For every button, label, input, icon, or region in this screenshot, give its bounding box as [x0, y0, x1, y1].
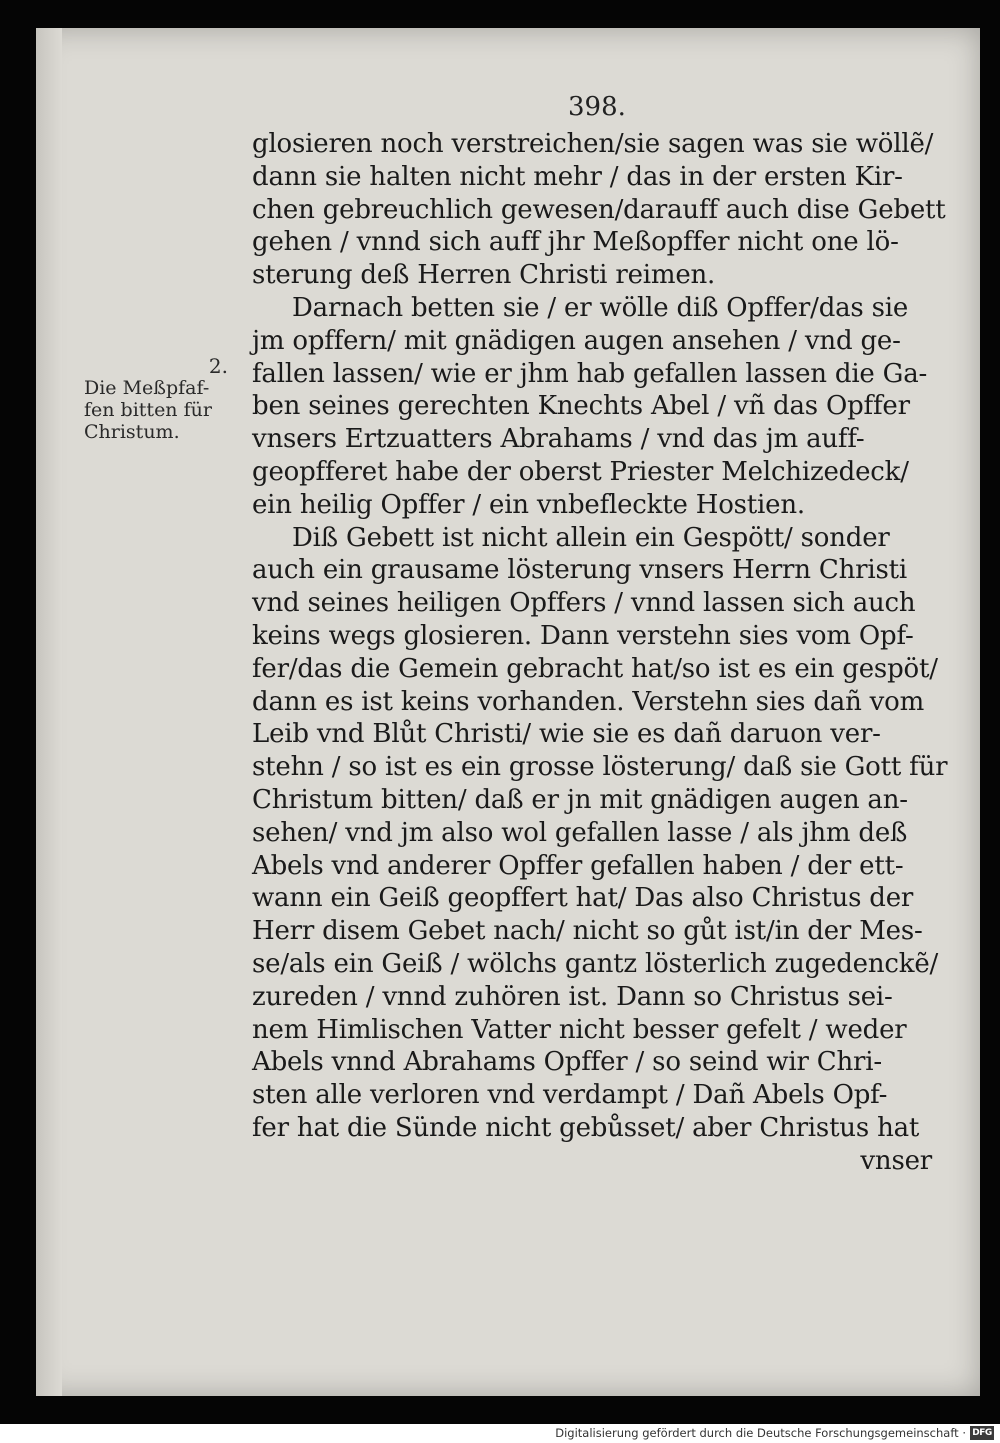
footer-bar [0, 1424, 1000, 1443]
text-line: Herr disem Gebet nach/ nicht so gůt ist/in der Mes- [252, 916, 923, 947]
text-line: Darnach betten sie / er wölle diß Opffer/das sie [292, 292, 909, 323]
text-line: fallen lassen/ wie er jhm hab gefallen lassen die Ga- [252, 358, 928, 389]
text-line: vnd seines heiligen Opffers / vnnd lassen sich auch [252, 588, 916, 619]
text-line: geopfferet habe der oberst Priester Melchizedeck/ [252, 456, 909, 487]
text-line: gehen / vnnd sich auff jhr Meßopffer nicht one lö- [252, 227, 899, 258]
text-line: Abels vnd anderer Opffer gefallen haben / der ett- [252, 850, 904, 881]
text-line: auch ein grausame lösterung vnsers Herrn Christi [252, 555, 907, 586]
text-line: fer/das die Gemein gebracht hat/so ist es ein gespöt/ [252, 653, 938, 684]
text-line: stehn / so ist es ein grosse lösterung/ daß sie Gott für [252, 752, 948, 783]
text-line: Leib vnd Blůt Christi/ wie sie es dañ daruon ver- [252, 719, 881, 750]
text-line: dann es ist keins vorhanden. Verstehn sies dañ vom [252, 686, 925, 717]
text-line: sterung deß Herren Christi reimen. [252, 260, 716, 291]
marginal-note-line: Die Meßpfaf- [84, 377, 210, 399]
page-gutter-shadow [36, 28, 62, 1396]
text-line: Diß Gebett ist nicht allein ein Gespött/ sonder [292, 522, 890, 553]
text-line: jm opffern/ mit gnädigen augen ansehen / vnd ge- [252, 325, 901, 356]
marginal-note [84, 355, 254, 443]
text-line: nem Himlischen Vatter nicht besser gefelt / weder [252, 1014, 907, 1045]
body-text [252, 128, 948, 1178]
text-line: keins wegs glosieren. Dann verstehn sies vom Opf- [252, 620, 914, 651]
text-line: fer hat die Sünde nicht gebůsset/ aber Christus hat [252, 1112, 920, 1143]
marginal-note-line: fen bitten für [84, 399, 212, 421]
dfg-logo-icon: DFG [970, 1426, 994, 1440]
text-line: glosieren noch verstreichen/sie sagen was sie wöllẽ/ [252, 129, 934, 159]
text-line: sten alle verloren vnd verdampt / Dañ Abels Opf- [252, 1080, 888, 1111]
text-line: Abels vnnd Abrahams Opffer / so seind wir Chri- [252, 1047, 882, 1078]
marginal-note-number: 2. [208, 354, 228, 378]
text-line: se/als ein Geiß / wölchs gantz lösterlich zugedenckẽ/ [252, 948, 939, 979]
text-line: ein heilig Opffer / ein vnbefleckte Hostien. [252, 489, 805, 520]
text-line: chen gebreuchlich gewesen/darauff auch dise Gebett [252, 194, 946, 225]
text-line: dann sie halten nicht mehr / das in der ersten Kir- [252, 161, 903, 192]
text-line: zureden / vnnd zuhören ist. Dann so Christus sei- [252, 981, 893, 1012]
text-line: vnsers Ertzuatters Abrahams / vnd das jm auff- [252, 424, 865, 455]
funding-notice: Digitalisierung gefördert durch die Deutsche Forschungsgemeinschaft · [555, 1426, 966, 1440]
text-line: sehen/ vnd jm also wol gefallen lasse / als jhm deß [252, 817, 908, 848]
text-line: Christum bitten/ daß er jn mit gnädigen augen an- [252, 784, 908, 815]
catchword: vnser [860, 1145, 932, 1176]
marginal-note-line: Christum. [84, 421, 180, 443]
text-line: wann ein Geiß geopffert hat/ Das also Christus der [252, 883, 914, 914]
text-line: ben seines gerechten Knechts Abel / vñ das Opffer [252, 391, 910, 422]
page-number: 398. [568, 92, 626, 122]
